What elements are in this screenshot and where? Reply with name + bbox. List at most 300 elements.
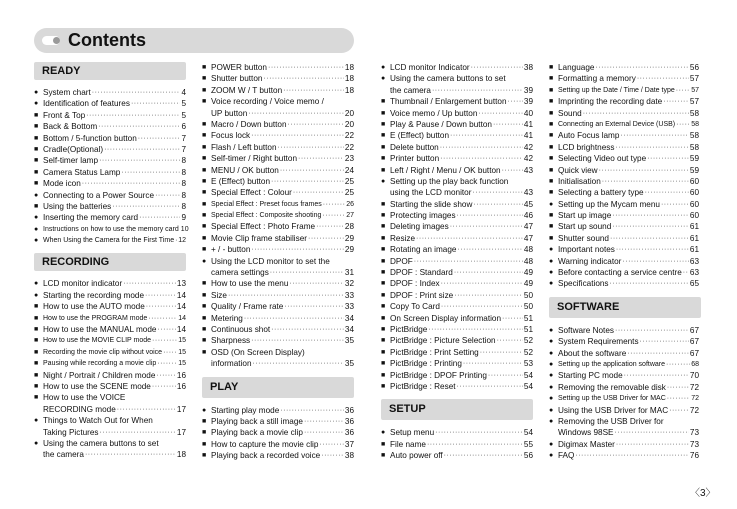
toc-page-number: 8	[181, 201, 186, 211]
toc-page-number: 18	[176, 450, 186, 460]
bullet-dot-icon: ●	[34, 100, 39, 108]
toc-page-number: 50	[523, 290, 533, 300]
toc-entry[interactable]	[34, 347, 186, 358]
bullet-square-icon: ■	[381, 98, 386, 106]
toc-entry[interactable]	[381, 233, 533, 244]
toc-entry[interactable]	[549, 267, 699, 278]
toc-page-number: 60	[689, 211, 699, 221]
toc-entry[interactable]	[381, 153, 533, 164]
dot-leader	[268, 62, 344, 73]
toc-entry[interactable]	[549, 382, 699, 393]
toc-entry[interactable]	[381, 267, 533, 278]
toc-entry[interactable]	[202, 233, 354, 244]
toc-entry-title: Using the camera buttons to set	[43, 438, 159, 448]
dot-leader	[612, 210, 689, 221]
dot-leader	[444, 450, 523, 461]
toc-entry[interactable]	[34, 358, 186, 369]
dot-leader	[156, 370, 175, 381]
toc-entry[interactable]	[549, 439, 699, 450]
toc-entry[interactable]	[202, 187, 354, 198]
toc-entry[interactable]	[381, 358, 533, 369]
toc-page-number: 76	[689, 451, 699, 461]
toc-column-1	[34, 62, 189, 461]
toc-entry[interactable]	[202, 176, 354, 187]
toc-entry-title: Sound	[558, 108, 582, 118]
toc-entry-title: Quality / Frame rate	[211, 302, 284, 312]
toc-entry-continuation[interactable]	[202, 267, 354, 278]
toc-page-number: 57	[689, 74, 699, 84]
toc-entry-title: Specifications	[558, 279, 609, 289]
bullet-square-icon: ■	[34, 168, 39, 176]
toc-entry[interactable]	[549, 153, 699, 164]
toc-page-number: 9	[181, 213, 186, 223]
bullet-square-icon: ■	[549, 189, 554, 197]
bullet-dot-icon: ●	[34, 225, 39, 233]
toc-entry-title: PictBridge : DPOF Printing	[390, 370, 487, 380]
dot-leader	[98, 121, 180, 132]
dot-leader	[615, 142, 688, 153]
toc-page-number: 36	[344, 405, 354, 415]
toc-entry[interactable]	[34, 224, 189, 235]
toc-entry[interactable]	[549, 119, 699, 130]
toc-entry-title: Quick view	[558, 165, 598, 175]
toc-entry[interactable]	[202, 405, 354, 416]
toc-entry-title: Setting up the Date / Time / Date type	[558, 86, 675, 94]
toc-entry-title: Identification of features	[43, 99, 130, 109]
dot-leader	[99, 155, 180, 166]
toc-page-number: 51	[523, 324, 533, 334]
toc-entry[interactable]	[202, 96, 354, 107]
bullet-square-icon: ■	[381, 246, 386, 254]
toc-entry-title: How to use the MOVIE CLIP mode	[43, 337, 152, 345]
toc-entry[interactable]	[34, 110, 186, 121]
dot-leader	[493, 119, 523, 130]
dot-leader	[289, 278, 344, 289]
toc-entry[interactable]	[381, 244, 533, 255]
toc-entry-title: Cradle(Optional)	[43, 144, 104, 154]
toc-entry[interactable]	[34, 235, 186, 246]
dot-leader	[298, 153, 344, 164]
dot-leader	[157, 358, 177, 369]
toc-page-number: 53	[523, 359, 533, 369]
toc-entry[interactable]	[202, 85, 354, 96]
toc-page-number: 17	[176, 427, 186, 437]
bullet-dot-icon: ●	[34, 191, 39, 199]
toc-entry[interactable]	[202, 290, 354, 301]
toc-entry[interactable]	[34, 178, 186, 189]
toc-entry[interactable]	[202, 210, 354, 221]
bullet-square-icon: ■	[381, 452, 386, 460]
toc-entry[interactable]	[549, 187, 699, 198]
dot-leader	[666, 359, 690, 370]
toc-entry[interactable]	[381, 301, 533, 312]
section-header: READY	[34, 62, 186, 80]
dot-leader	[683, 267, 689, 278]
toc-page-number: 60	[689, 188, 699, 198]
toc-entry-title: using the LCD monitor	[390, 188, 472, 198]
bullet-square-icon: ■	[34, 394, 39, 402]
toc-entry[interactable]	[549, 450, 699, 461]
toc-entry[interactable]	[34, 155, 186, 166]
toc-entry-title: Playing back a movie clip	[211, 428, 303, 438]
toc-entry-title: Language	[558, 62, 595, 72]
toc-entry[interactable]	[549, 62, 699, 73]
toc-entry[interactable]	[381, 450, 533, 461]
dot-leader	[667, 393, 690, 404]
toc-entry-title: Metering	[211, 313, 243, 323]
toc-entry[interactable]	[202, 73, 354, 84]
toc-entry[interactable]	[381, 381, 533, 392]
toc-entry-continuation[interactable]	[202, 358, 354, 369]
dot-leader	[323, 199, 345, 210]
toc-entry[interactable]	[202, 427, 354, 438]
dot-leader	[497, 335, 523, 346]
toc-entry[interactable]	[549, 85, 699, 96]
toc-entry-title: Before contacting a service centre	[558, 268, 682, 278]
toc-page-number: 14	[176, 302, 186, 312]
dot-leader	[602, 176, 689, 187]
toc-entry[interactable]	[381, 324, 533, 335]
bullet-square-icon: ■	[202, 325, 207, 333]
toc-entry-title: DPOF : Print size	[390, 290, 454, 300]
toc-entry[interactable]	[34, 392, 186, 403]
dot-leader	[293, 187, 344, 198]
dot-leader	[251, 335, 344, 346]
toc-entry-title: the camera	[43, 450, 84, 460]
toc-entry[interactable]	[34, 190, 186, 201]
bullet-square-icon: ■	[34, 337, 39, 345]
toc-entry[interactable]	[34, 335, 186, 346]
dot-leader	[319, 439, 343, 450]
toc-entry[interactable]	[381, 290, 533, 301]
toc-entry[interactable]	[202, 324, 354, 335]
toc-entry-continuation[interactable]	[202, 108, 354, 119]
dot-leader	[440, 153, 523, 164]
toc-entry[interactable]	[549, 233, 699, 244]
toc-entry-title: Taking Pictures	[43, 427, 99, 437]
dot-leader	[284, 301, 344, 312]
dot-leader	[620, 130, 688, 141]
toc-entry[interactable]	[549, 221, 699, 232]
toc-entry-title: Rotating an image	[390, 245, 457, 255]
toc-entry-title: Removing the USB Driver for	[558, 416, 664, 426]
toc-entry-continuation[interactable]	[381, 187, 533, 198]
toc-entry[interactable]	[34, 290, 186, 301]
toc-page-number: 67	[689, 337, 699, 347]
toc-entry[interactable]	[381, 62, 533, 73]
dot-leader	[615, 427, 689, 438]
dot-leader	[92, 87, 181, 98]
toc-entry[interactable]	[381, 278, 533, 289]
toc-entry[interactable]	[549, 336, 699, 347]
bullet-dot-icon: ●	[549, 417, 554, 425]
dot-leader	[152, 335, 177, 346]
toc-page-number: 55	[523, 439, 533, 449]
bullet-square-icon: ■	[34, 382, 39, 390]
dot-leader	[637, 73, 689, 84]
toc-entry[interactable]	[202, 313, 354, 324]
toc-entry[interactable]	[34, 313, 186, 324]
toc-entry-title: How to use the VOICE	[43, 393, 126, 403]
toc-page-number: 17	[176, 404, 186, 414]
toc-page-number: 14	[178, 314, 186, 322]
dot-leader	[280, 405, 344, 416]
toc-entry[interactable]	[202, 199, 354, 210]
toc-entry[interactable]	[381, 427, 533, 438]
toc-entry-title: camera settings	[211, 268, 269, 278]
dot-leader	[270, 267, 344, 278]
toc-page-number: 59	[689, 165, 699, 175]
toc-page-number: 5	[181, 99, 186, 109]
toc-page-number: 23	[344, 154, 354, 164]
dot-leader	[145, 290, 176, 301]
dot-leader	[416, 233, 523, 244]
toc-page-number: 58	[691, 120, 699, 128]
toc-entry-title: How to use the MANUAL mode	[43, 325, 157, 335]
bullet-dot-icon: ●	[381, 75, 386, 83]
toc-entry-continuation[interactable]	[549, 427, 699, 438]
toc-entry[interactable]	[549, 199, 699, 210]
toc-entry[interactable]	[549, 256, 699, 267]
dot-leader	[100, 427, 176, 438]
dot-leader	[283, 85, 344, 96]
bullet-dot-icon: ●	[549, 452, 554, 460]
toc-entry-continuation[interactable]	[381, 85, 533, 96]
dot-leader	[441, 278, 523, 289]
toc-page-number: 16	[176, 381, 186, 391]
toc-entry[interactable]	[34, 438, 186, 449]
toc-entry[interactable]	[202, 347, 354, 358]
toc-page-number: 13	[176, 279, 186, 289]
toc-entry[interactable]	[34, 324, 186, 335]
dot-leader	[121, 167, 180, 178]
toc-entry[interactable]	[202, 153, 354, 164]
toc-entry[interactable]	[381, 370, 533, 381]
toc-entry-title: OSD (On Screen Display)	[211, 347, 305, 357]
toc-entry[interactable]	[34, 87, 186, 98]
toc-entry[interactable]	[202, 130, 354, 141]
dot-leader	[457, 210, 523, 221]
bullet-square-icon: ■	[381, 166, 386, 174]
toc-entry[interactable]	[202, 301, 354, 312]
toc-page-number: 14	[176, 290, 186, 300]
toc-entry-continuation[interactable]	[34, 449, 186, 460]
toc-entry-title: Focus lock	[211, 131, 251, 141]
bullet-dot-icon: ●	[381, 177, 386, 185]
toc-entry-title: Playing back a still image	[211, 416, 303, 426]
toc-entry[interactable]	[549, 142, 699, 153]
toc-entry[interactable]	[549, 370, 699, 381]
toc-entry[interactable]	[549, 73, 699, 84]
toc-entry[interactable]	[549, 348, 699, 359]
dot-leader	[610, 233, 689, 244]
toc-entry[interactable]	[34, 301, 186, 312]
toc-entry[interactable]	[381, 165, 533, 176]
bullet-square-icon: ■	[34, 348, 39, 356]
toc-entry-title: Delete button	[390, 142, 439, 152]
toc-entry[interactable]	[381, 108, 533, 119]
toc-entry-title: Camera Status Lamp	[43, 167, 121, 177]
toc-entry[interactable]	[549, 176, 699, 187]
bullet-square-icon: ■	[34, 145, 39, 153]
toc-entry[interactable]	[381, 335, 533, 346]
toc-entry[interactable]	[381, 313, 533, 324]
dot-leader	[440, 142, 523, 153]
toc-entry[interactable]	[381, 256, 533, 267]
toc-entry[interactable]	[549, 130, 699, 141]
toc-entry[interactable]	[549, 405, 699, 416]
toc-page-number: 18	[344, 62, 354, 72]
toc-entry-title: LCD monitor indicator	[43, 279, 123, 289]
toc-page-number: 52	[523, 347, 533, 357]
toc-entry-title: Windows 98SE	[558, 428, 614, 438]
toc-entry[interactable]	[202, 244, 354, 255]
toc-entry[interactable]	[202, 335, 354, 346]
toc-entry[interactable]	[34, 212, 186, 223]
toc-entry[interactable]	[34, 144, 186, 155]
toc-entry[interactable]	[381, 142, 533, 153]
toc-page-number: 60	[689, 176, 699, 186]
toc-entry[interactable]	[202, 416, 354, 427]
toc-page-number: 4	[181, 87, 186, 97]
toc-entry[interactable]	[34, 370, 186, 381]
bullet-square-icon: ■	[549, 120, 554, 128]
bullet-square-icon: ■	[202, 246, 207, 254]
toc-entry[interactable]	[381, 221, 533, 232]
toc-entry[interactable]	[381, 439, 533, 450]
toc-entry[interactable]	[549, 393, 699, 404]
toc-entry[interactable]	[381, 210, 533, 221]
bullet-square-icon: ■	[381, 223, 386, 231]
bullet-square-icon: ■	[549, 223, 554, 231]
toc-entry-title: Shutter sound	[558, 233, 609, 243]
toc-entry-title: Using the camera buttons to set	[390, 74, 506, 84]
bullet-dot-icon: ●	[549, 349, 554, 357]
section-spacer	[381, 392, 533, 399]
toc-page-number: 72	[691, 395, 699, 403]
toc-entry[interactable]	[202, 62, 354, 73]
dot-leader	[244, 313, 344, 324]
toc-entry[interactable]	[202, 142, 354, 153]
bullet-square-icon: ■	[202, 189, 207, 197]
toc-entry[interactable]	[202, 119, 354, 130]
page-title: Contents	[68, 30, 146, 50]
toc-entry[interactable]	[549, 325, 699, 336]
toc-entry[interactable]	[381, 176, 533, 187]
toc-entry[interactable]	[202, 278, 354, 289]
toc-entry[interactable]	[34, 415, 186, 426]
toc-column-4	[549, 62, 699, 462]
toc-entry[interactable]	[202, 256, 354, 267]
bullet-square-icon: ■	[381, 120, 386, 128]
bullet-dot-icon: ●	[34, 214, 39, 222]
toc-page-number: 67	[689, 348, 699, 358]
toc-entry[interactable]	[34, 121, 186, 132]
dot-leader	[152, 381, 176, 392]
toc-entry-title: Special Effect : Composite shooting	[211, 212, 322, 220]
toc-entry[interactable]	[202, 221, 354, 232]
toc-entry[interactable]	[549, 96, 699, 107]
bullet-square-icon: ■	[549, 177, 554, 185]
toc-page-number: 18	[344, 74, 354, 84]
toc-entry[interactable]	[202, 439, 354, 450]
toc-page-number: 49	[523, 279, 533, 289]
dot-leader	[454, 290, 523, 301]
toc-page-number: 68	[691, 360, 699, 368]
bullet-square-icon: ■	[381, 143, 386, 151]
dot-leader	[139, 212, 180, 223]
toc-entry-continuation[interactable]	[34, 404, 186, 415]
toc-entry[interactable]	[381, 347, 533, 358]
dot-leader	[457, 244, 522, 255]
toc-entry-title: PictBridge	[390, 324, 428, 334]
toc-entry[interactable]	[549, 359, 699, 370]
toc-entry[interactable]	[34, 98, 186, 109]
toc-entry-title: the camera	[390, 85, 431, 95]
toc-page-number: 8	[181, 179, 186, 189]
toc-entry[interactable]	[34, 278, 186, 289]
toc-page-number: 33	[344, 290, 354, 300]
toc-entry[interactable]	[34, 133, 186, 144]
toc-entry-title: Important notes	[558, 245, 615, 255]
toc-entry-title: Voice recording / Voice memo /	[211, 97, 324, 107]
bullet-square-icon: ■	[549, 166, 554, 174]
toc-entry[interactable]	[381, 73, 533, 84]
toc-page-number: 54	[523, 370, 533, 380]
toc-entry[interactable]	[549, 108, 699, 119]
toc-entry-continuation[interactable]	[34, 427, 186, 438]
toc-entry[interactable]	[381, 199, 533, 210]
toc-entry-title: Copy To Card	[390, 302, 440, 312]
toc-entry-title: Using the LCD monitor to set the	[211, 256, 330, 266]
dot-leader	[428, 324, 523, 335]
toc-entry[interactable]	[202, 165, 354, 176]
toc-entry-title: E (Effect) button	[211, 176, 271, 186]
toc-entry[interactable]	[34, 167, 186, 178]
toc-entry-title: Movie Clip frame stabiliser	[211, 233, 308, 243]
toc-page-number: 14	[176, 325, 186, 335]
toc-entry[interactable]	[549, 165, 699, 176]
toc-entry-title: Setting up the USB Driver for MAC	[558, 395, 666, 403]
bullet-dot-icon: ●	[549, 246, 554, 254]
bullet-dot-icon: ●	[549, 338, 554, 346]
toc-entry[interactable]	[381, 119, 533, 130]
toc-page-number: 34	[344, 324, 354, 334]
toc-entry[interactable]	[549, 210, 699, 221]
toc-entry[interactable]	[549, 416, 699, 427]
toc-page-number: 35	[344, 336, 354, 346]
toc-entry[interactable]	[381, 96, 533, 107]
toc-entry[interactable]	[34, 201, 186, 212]
dot-leader	[450, 130, 523, 141]
toc-entry-title: Voice memo / Up button	[390, 108, 478, 118]
bullet-square-icon: ■	[34, 326, 39, 334]
dot-leader	[441, 301, 523, 312]
toc-entry-title: Size	[211, 290, 227, 300]
toc-entry[interactable]	[202, 450, 354, 461]
bullet-square-icon: ■	[202, 314, 207, 322]
toc-entry[interactable]	[549, 278, 699, 289]
toc-entry[interactable]	[34, 381, 186, 392]
bullet-square-icon: ■	[549, 132, 554, 140]
bullet-square-icon: ■	[202, 429, 207, 437]
bullet-square-icon: ■	[549, 212, 554, 220]
toc-entry-title: E (Effect) button	[390, 131, 450, 141]
toc-entry[interactable]	[549, 244, 699, 255]
toc-entry[interactable]	[381, 130, 533, 141]
toc-entry-title: Auto Focus lamp	[558, 131, 620, 141]
toc-entry-title: Starting the recording mode	[43, 290, 145, 300]
